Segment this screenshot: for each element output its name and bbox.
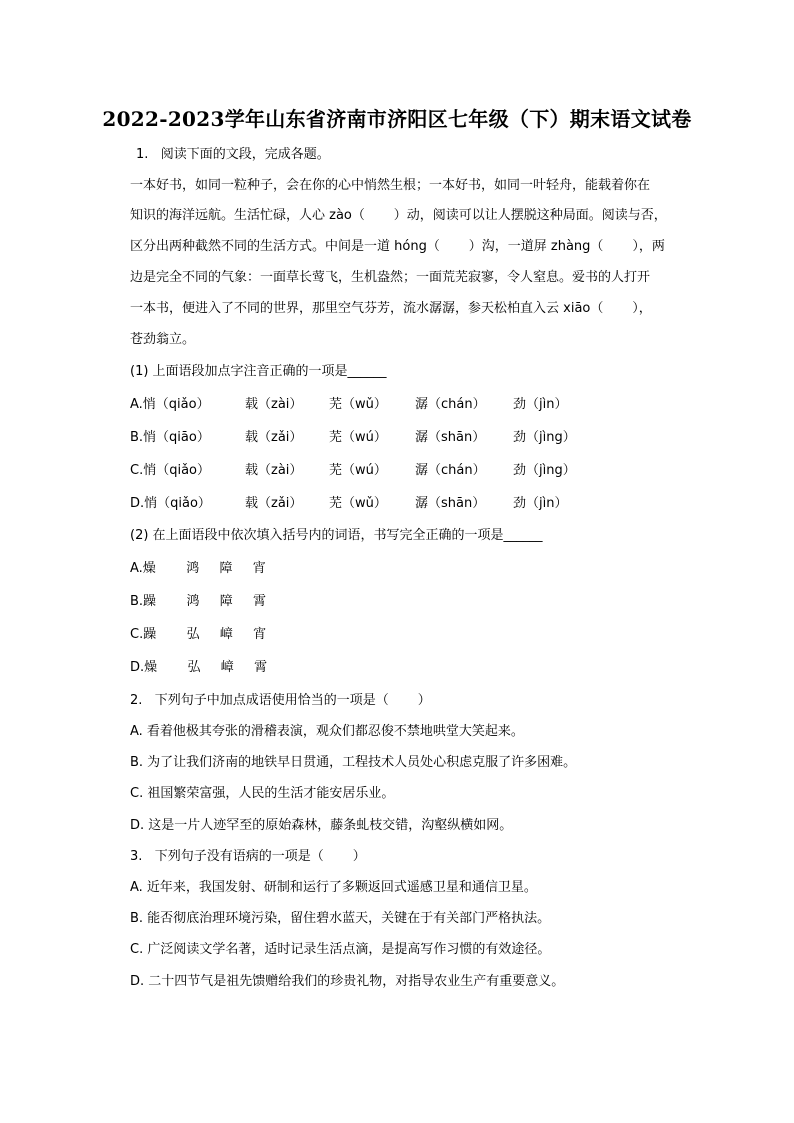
option-cell: D.悄（qiǎo） [130,496,211,511]
option-d[interactable]: D. 二十四节气是祖先馈赠给我们的珍贵礼物，对指导农业生产有重要意义。 [130,974,565,989]
option-cell: C.悄（qiǎo） [130,463,210,478]
passage-line: 知识的海洋远航。生活忙碌，人心 zào（ ）动，阅读可以让人摆脱这种局面。阅读与否， [130,208,667,223]
option-cell: 芜（wú） [329,463,387,478]
option-d[interactable]: D. 这是一片人迹罕至的原始森林，藤条虬枝交错，沟壑纵横如网。 [130,818,513,833]
question-3-heading: 3. 下列句子没有语病的一项是（ ） [130,849,366,864]
option-cell: 潺（shān） [415,430,486,445]
passage-line: 边是完全不同的气象：一面草长莺飞，生机盎然；一面荒芜寂寥，令人窒息。爱书的人打开 [130,270,651,285]
option-cell: 潺（shān） [415,496,486,511]
option-cell: 载（zài） [245,397,303,412]
option-cell: A.悄（qiǎo） [130,397,210,412]
passage-line: 区分出两种截然不同的生活方式。中间是一道 hóng（ ）沟，一道屏 zhàng（ ），两 [130,239,665,254]
page-title: 2022-2023学年山东省济南市济阳区七年级（下）期末语文试卷 [102,107,692,131]
option-cell: B.悄（qiāo） [130,430,210,445]
passage-line: 苍劲翁立。 [130,332,196,347]
option-cell: 载（zǎi） [245,496,303,511]
option-cell: 劲（jìn） [513,496,568,511]
option-b[interactable]: B. 能否彻底治理环境污染，留住碧水蓝天，关键在于有关部门严格执法。 [130,911,551,926]
sub-question-1: (1) 上面语段加点字注音正确的一项是______ [130,364,387,379]
option-c[interactable]: C. 祖国繁荣富强，人民的生活才能安居乐业。 [130,786,395,801]
option-b[interactable]: B. 为了让我们济南的地铁早日贯通，工程技术人员处心积虑克服了许多困难。 [130,755,577,770]
option-d[interactable]: D.燥 弘 嶂 霄 [130,660,268,675]
option-c[interactable]: C.躁 弘 嶂 宵 [130,627,267,642]
sub-question-2: (2) 在上面语段中依次填入括号内的词语，书写完全正确的一项是______ [130,528,543,543]
option-row-a[interactable] [130,396,590,414]
option-a[interactable]: A. 看着他极其夸张的滑稽表演，观众们都忍俊不禁地哄堂大笑起来。 [130,724,524,739]
option-cell: 芜（wǔ） [329,496,387,511]
passage-line: 一本好书，如同一粒种子，会在你的心中悄然生根；一本好书，如同一叶轻舟，能载着你在 [130,178,651,193]
option-cell: 芜（wǔ） [329,397,387,412]
option-b[interactable]: B.躁 鸿 障 霄 [130,594,266,609]
option-cell: 潺（chán） [415,463,486,478]
question-1-heading: 1. 阅读下面的文段，完成各题。 [136,147,330,162]
option-cell: 潺（chán） [415,397,486,412]
option-cell: 芜（wú） [329,430,387,445]
option-a[interactable]: A.燥 鸿 障 宵 [130,561,266,576]
passage-line: 一本书，便进入了不同的世界，那里空气芬芳，流水潺潺，参天松柏直入云 xiāo（ ）， [130,301,652,316]
option-cell: 劲（jìng） [513,430,576,445]
question-2-heading: 2. 下列句子中加点成语使用恰当的一项是（ ） [130,693,431,708]
option-c[interactable]: C. 广泛阅读文学名著，适时记录生活点滴，是提高写作习惯的有效途径。 [130,942,551,957]
option-cell: 劲（jìn） [513,397,568,412]
option-cell: 载（zài） [245,463,303,478]
option-cell: 载（zǎi） [245,430,303,445]
option-cell: 劲（jìng） [513,463,576,478]
option-a[interactable]: A. 近年来，我国发射、研制和运行了多颗返回式遥感卫星和通信卫星。 [130,880,537,895]
option-row-b[interactable] [130,429,590,447]
option-row-d[interactable] [130,495,590,513]
option-row-c[interactable] [130,462,590,480]
